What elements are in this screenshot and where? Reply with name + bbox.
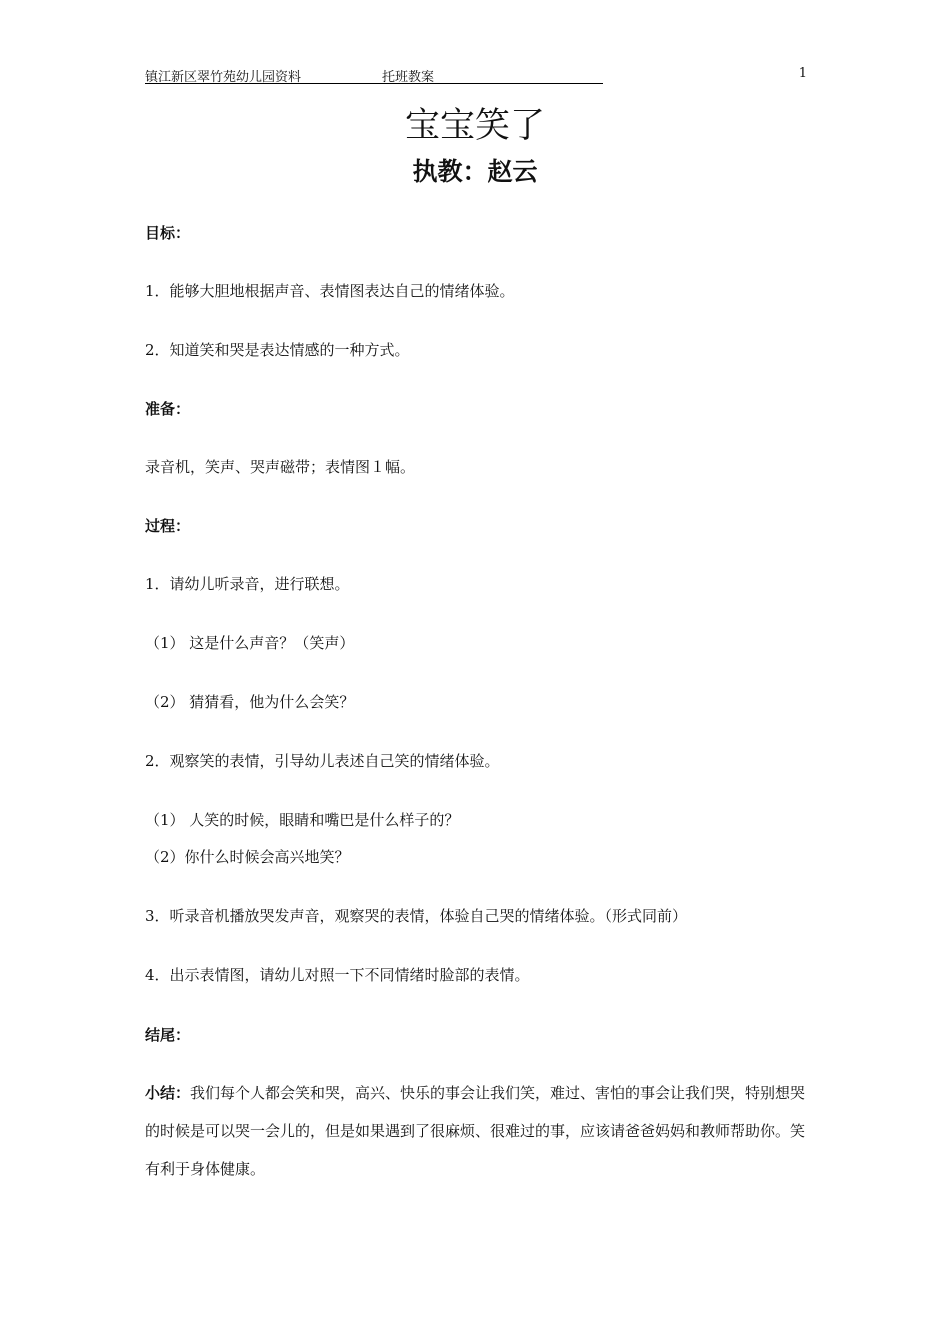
process-step-2-question-2: （2）你什么时候会高兴地笑？ (145, 848, 350, 866)
goals-heading: 目标： (145, 224, 191, 242)
document-title: 宝宝笑了 (404, 106, 545, 146)
header-underline (145, 83, 603, 84)
preparation-heading: 准备： (145, 400, 191, 418)
process-step-1: 1．请幼儿听录音，进行联想。 (145, 575, 350, 593)
summary-text: 我们每个人都会笑和哭，高兴、快乐的事会让我们笑，难过、害怕的事会让我们哭，特别想哭的时候是可以哭一会儿的，但是如果遇到了很麻烦、很难过的事，应该请爸爸妈妈和教师帮助你。笑有利于身体健康。 (145, 1084, 806, 1178)
goal-item-1: 1．能够大胆地根据声音、表情图表达自己的情绪体验。 (145, 282, 515, 300)
process-step-2: 2．观察笑的表情，引导幼儿表述自己笑的情绪体验。 (145, 752, 500, 770)
header-category: 托班教案 (382, 70, 435, 85)
ending-heading: 结尾： (145, 1026, 191, 1044)
page-header (145, 66, 807, 86)
process-step-1-question-2: （2） 猜猜看，他为什么会笑？ (145, 693, 355, 711)
preparation-text: 录音机，笑声、哭声磁带；表情图１幅。 (145, 458, 416, 476)
process-heading: 过程： (145, 517, 191, 535)
header-source: 镇江新区翠竹苑幼儿园资料 (145, 70, 302, 85)
summary-paragraph (145, 1074, 809, 1188)
process-step-2-question-1: （1） 人笑的时候，眼睛和嘴巴是什么样子的？ (145, 811, 460, 829)
process-step-3: 3．听录音机播放哭发声音，观察哭的表情，体验自己哭的情绪体验。（形式同前） (145, 907, 688, 925)
summary-label: 小结： (145, 1084, 191, 1102)
goal-item-2: 2．知道笑和哭是表达情感的一种方式。 (145, 341, 410, 359)
document-subtitle: 执教：赵云 (412, 157, 538, 186)
page-number: 1 (798, 66, 807, 81)
process-step-1-question-1: （1） 这是什么声音？（笑声） (145, 634, 355, 652)
process-step-4: 4．出示表情图，请幼儿对照一下不同情绪时脸部的表情。 (145, 966, 530, 984)
